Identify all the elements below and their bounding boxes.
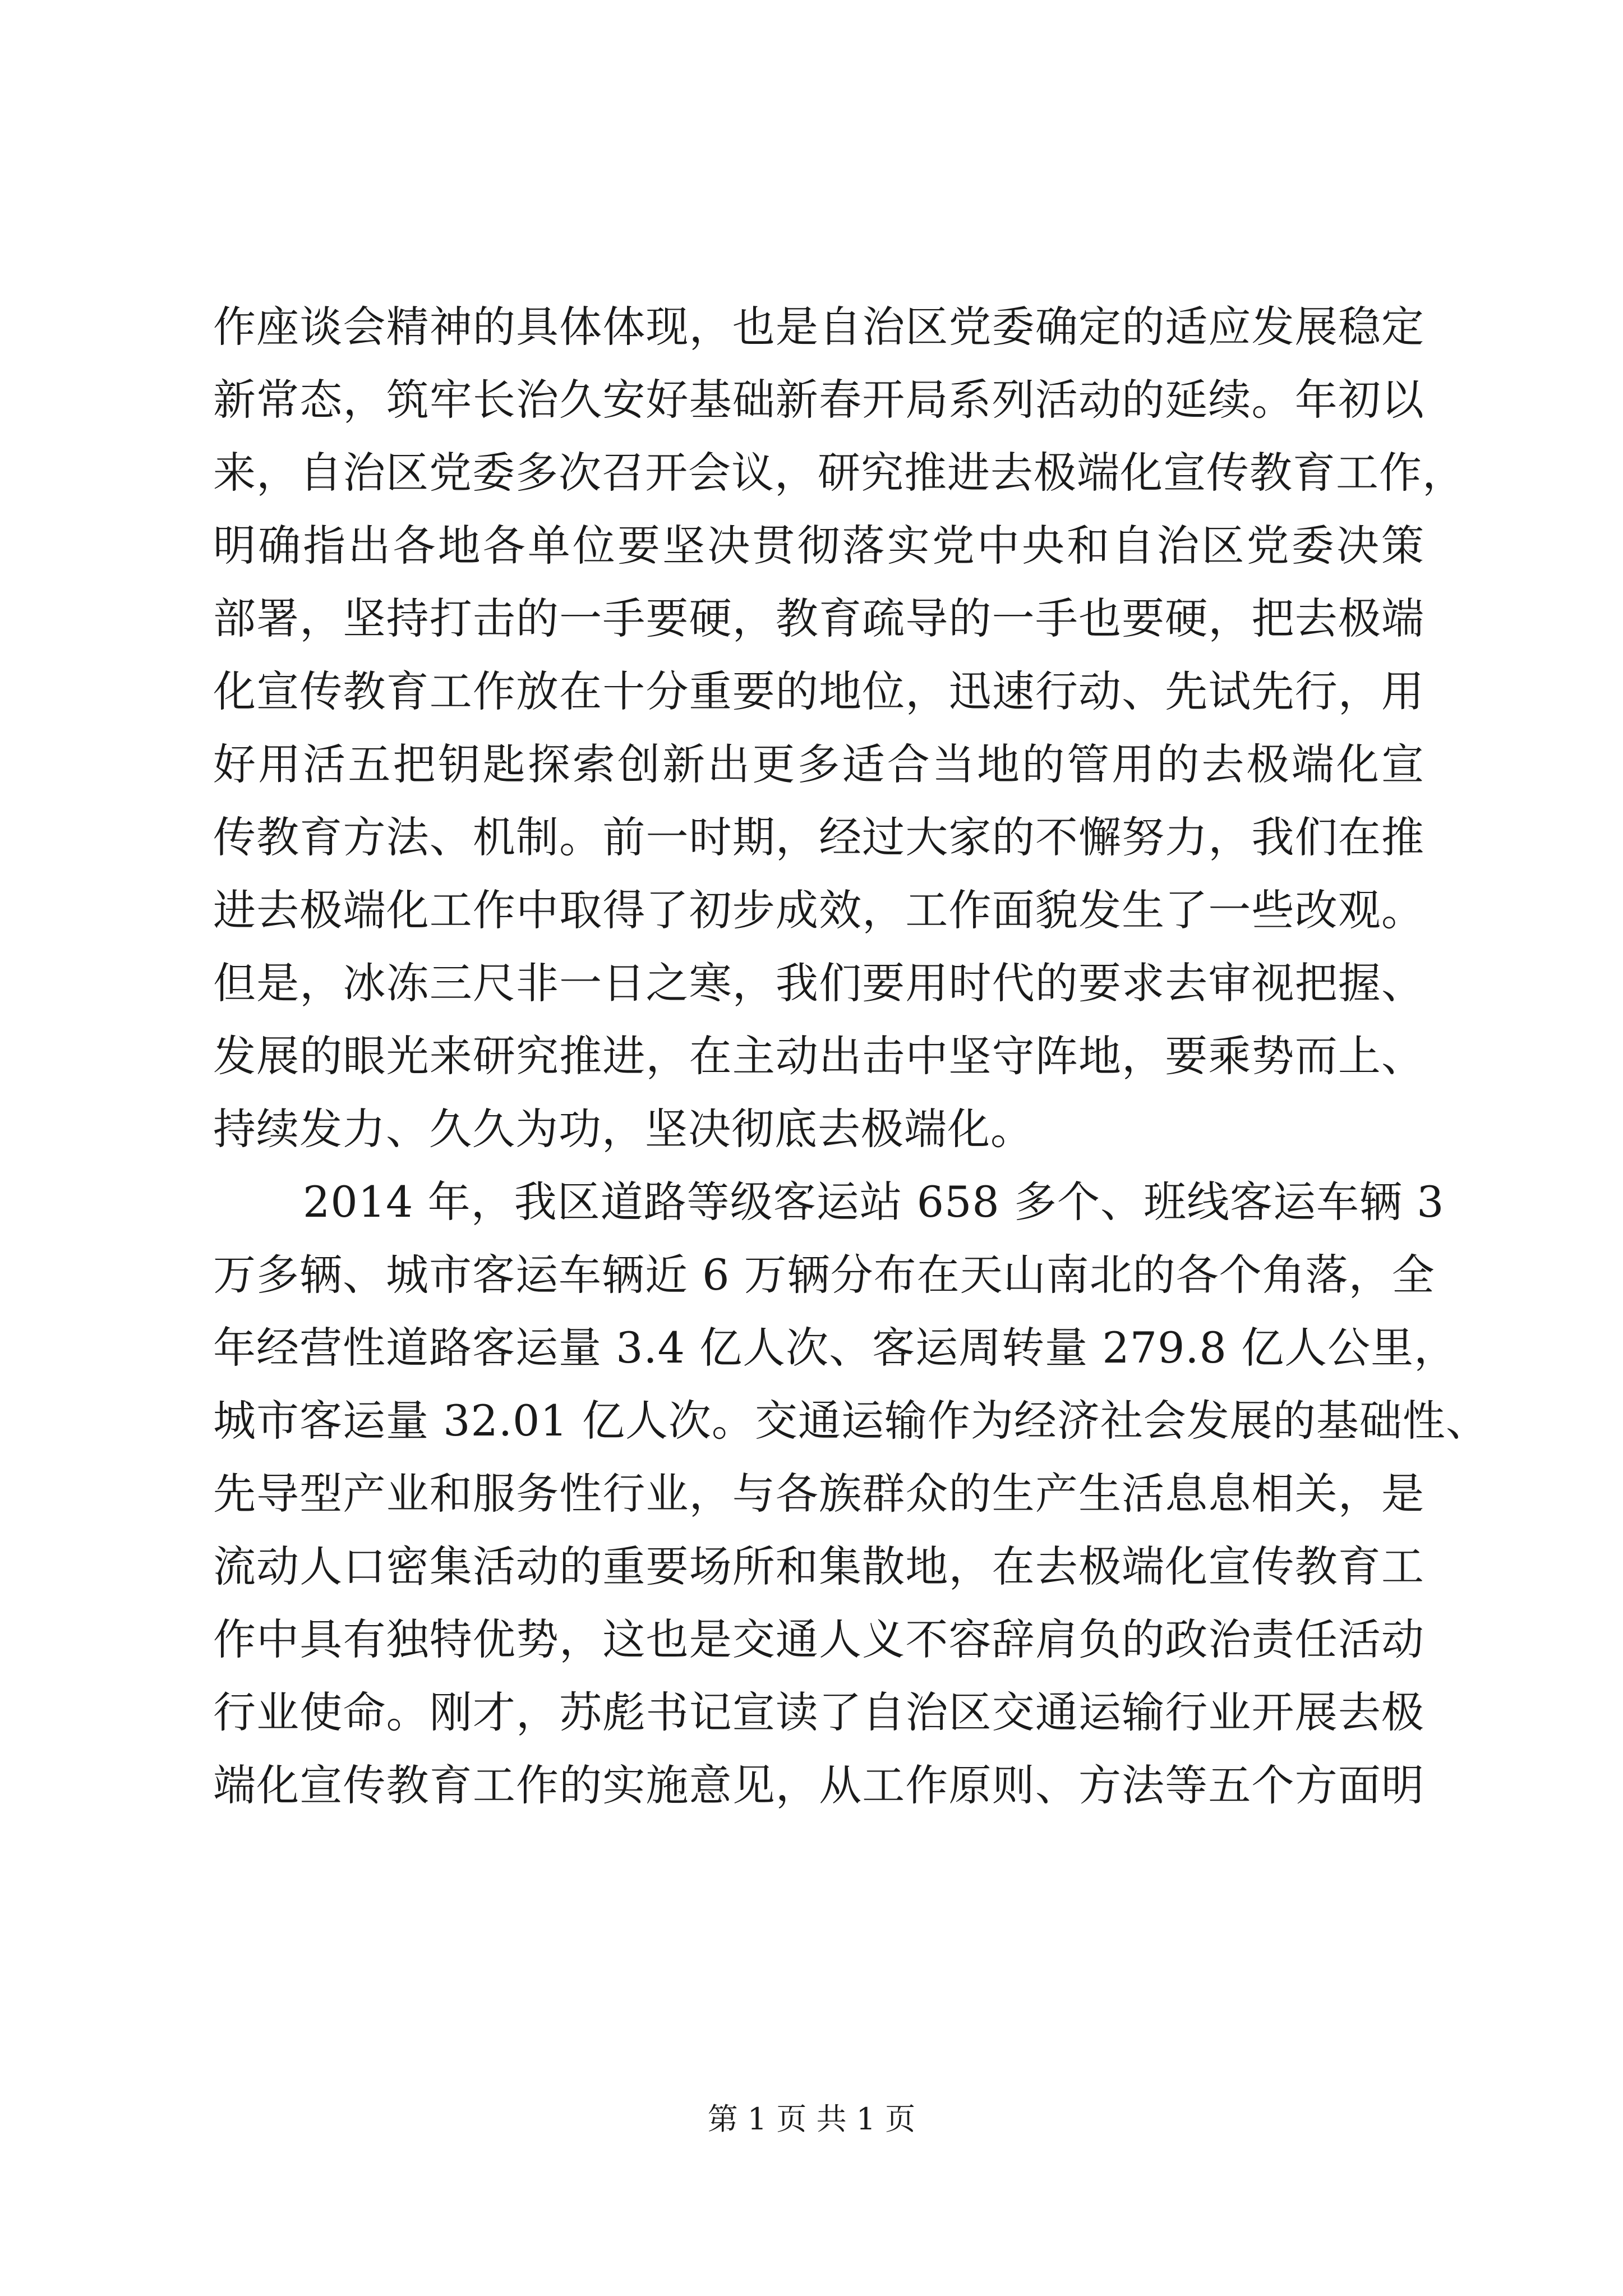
text-line: 端化宣传教育工作的实施意见，从工作原则、方法等五个方面明 [213, 1760, 1424, 1810]
text-line: 传教育方法、机制。前一时期，经过大家的不懈努力，我们在推 [213, 812, 1424, 862]
text-line: 部署，坚持打击的一手要硬，教育疏导的一手也要硬，把去极端 [213, 593, 1424, 643]
text-line: 先导型产业和服务性行业，与各族群众的生产生活息息相关，是 [213, 1469, 1424, 1519]
text-line: 作中具有独特优势，这也是交通人义不容辞肩负的政治责任活动 [213, 1614, 1424, 1664]
text-line: 流动人口密集活动的重要场所和集散地，在去极端化宣传教育工 [213, 1542, 1424, 1591]
text-line: 化宣传教育工作放在十分重要的地位，迅速行动、先试先行，用 [213, 666, 1424, 716]
text-line: 进去极端化工作中取得了初步成效，工作面貌发生了一些改观。 [213, 885, 1424, 935]
text-line: 新常态，筑牢长治久安好基础新春开局系列活动的延续。年初以 [213, 375, 1424, 425]
text-line: 城市客运量 32.01 亿人次。交通运输作为经济社会发展的基础性、 [213, 1396, 1489, 1446]
text-line: 但是，冰冻三尺非一日之寒，我们要用时代的要求去审视把握、 [213, 958, 1424, 1008]
page-number-label: 第 1 页 共 1 页 [707, 2101, 916, 2137]
text-line: 2014 年，我区道路等级客运站 658 多个、班线客运车辆 3 [303, 1177, 1445, 1227]
text-line: 万多辆、城市客运车辆近 6 万辆分布在天山南北的各个角落，全 [213, 1250, 1435, 1300]
text-line: 年经营性道路客运量 3.4 亿人次、客运周转量 279.8 亿人公里， [213, 1323, 1458, 1373]
text-line: 好用活五把钥匙探索创新出更多适合当地的管用的去极端化宣 [213, 739, 1424, 789]
text-line: 来，自治区党委多次召开会议，研究推进去极端化宣传教育工作， [213, 448, 1465, 498]
text-line: 作座谈会精神的具体体现，也是自治区党委确定的适应发展稳定 [213, 302, 1424, 352]
text-line: 发展的眼光来研究推进，在主动出击中坚守阵地，要乘势而上、 [213, 1031, 1424, 1081]
text-line: 持续发力、久久为功，坚决彻底去极端化。 [213, 1104, 1034, 1154]
text-line: 行业使命。刚才，苏彪书记宣读了自治区交通运输行业开展去极 [213, 1687, 1424, 1737]
text-line: 明确指出各地各单位要坚决贯彻落实党中央和自治区党委决策 [213, 521, 1424, 570]
document-body [213, 291, 1489, 1822]
page-footer [0, 2097, 1623, 2142]
